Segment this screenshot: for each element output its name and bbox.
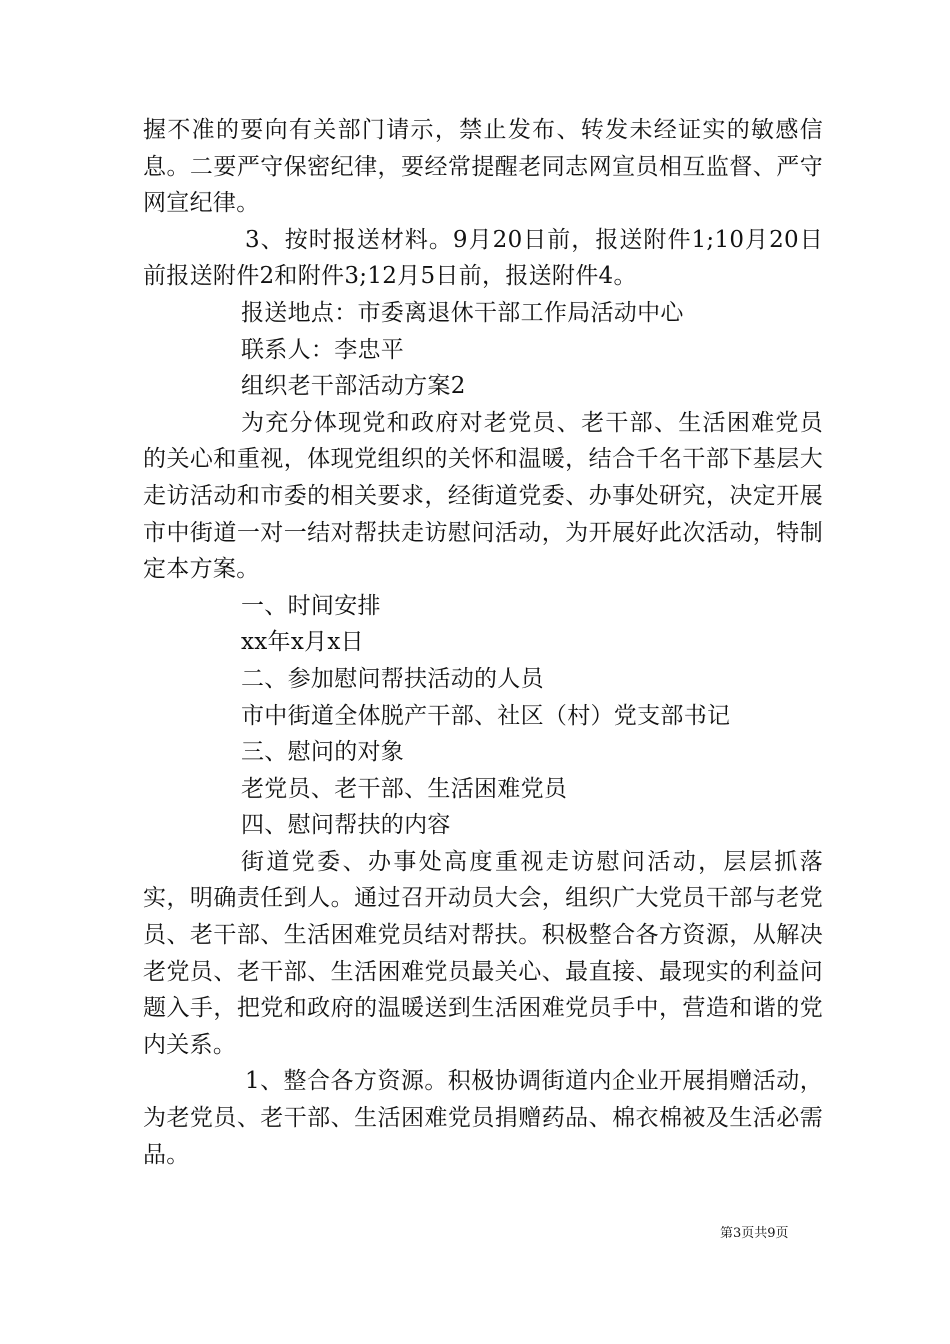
paragraph-visit-targets: 老党员、老干部、生活困难党员 bbox=[241, 775, 568, 802]
paragraph-date: xx年x月x日 bbox=[241, 629, 364, 656]
paragraph-item-3-submission: 3、按时报送材料。9月20日前，报送附件1;10月20日前报送附件2和附件3;12月5日前，报送附件4。 bbox=[143, 226, 823, 290]
section-title-plan-2: 组织老干部活动方案2 bbox=[241, 373, 466, 400]
heading-participants: 二、参加慰问帮扶活动的人员 bbox=[241, 665, 544, 692]
paragraph-participants: 市中街道全体脱产干部、社区（村）党支部书记 bbox=[241, 702, 731, 729]
paragraph-plan-intro: 为充分体现党和政府对老党员、老干部、生活困难党员的关心和重视，体现党组织的关怀和温暖，结合千名干部下基层大走访活动和市委的相关要求，经街道党委、办事处研究，决定开展市中街道一对一结对帮扶走访慰问活动，为开展好此次活动，特制定本方案。 bbox=[143, 409, 823, 583]
paragraph-item-1-resources: 1、整合各方资源。积极协调街道内企业开展捐赠活动，为老党员、老干部、生活困难党员捐赠药品、棉衣棉被及生活必需品。 bbox=[143, 1068, 823, 1168]
document-body bbox=[143, 112, 823, 1173]
paragraph-contact-person: 联系人：李忠平 bbox=[241, 336, 405, 363]
heading-visit-targets: 三、慰问的对象 bbox=[241, 739, 405, 766]
paragraph-assistance-content: 街道党委、办事处高度重视走访慰问活动，层层抓落实，明确责任到人。通过召开动员大会，组织广大党员干部与老党员、老干部、生活困难党员结对帮扶。积极整合各方资源，从解决老党员、老干部、生活困难党员最关心、最直接、最现实的利益问题入手，把党和政府的温暖送到生活困难党员手中，营造和谐的党内关系。 bbox=[143, 848, 823, 1058]
heading-time-schedule: 一、时间安排 bbox=[241, 592, 381, 619]
heading-assistance-content: 四、慰问帮扶的内容 bbox=[241, 812, 451, 839]
page-number-footer: 第3页共9页 bbox=[720, 1226, 789, 1241]
paragraph-continuation: 握不准的要向有关部门请示，禁止发布、转发未经证实的敏感信息。二要严守保密纪律，要经常提醒老同志网宣员相互监督、严守网宣纪律。 bbox=[143, 117, 823, 217]
paragraph-submission-location: 报送地点：市委离退休干部工作局活动中心 bbox=[241, 299, 684, 326]
